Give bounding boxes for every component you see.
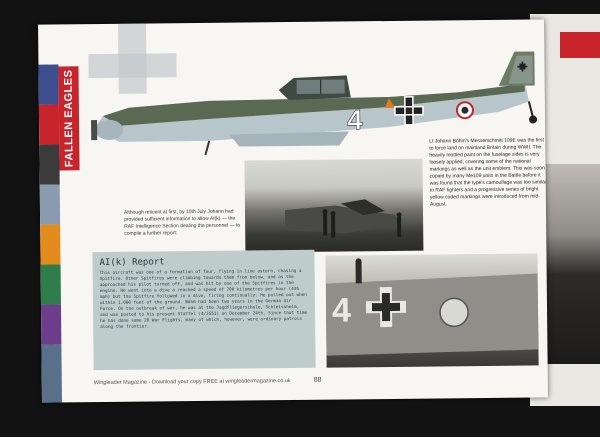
edge-tab-purple xyxy=(41,304,61,344)
edge-tab-dark xyxy=(39,144,59,184)
edge-tab-orange xyxy=(40,224,60,264)
report-title: AI(k) Report xyxy=(99,257,165,269)
edge-tab-grey-blue xyxy=(40,184,60,224)
intro-caption: Although reticent at first, by 10th July Johann had provided sufficient information to allow AI(k) — the RAF Intelligence Section dealing the personnel — to compile a further report: xyxy=(123,208,241,237)
profile-caption: Lt Johann Böhm's Messerschmitt 109E was the first to force land on mainland Britain during WWII. The heavily mottled paint on the fuselage sides is very loosely applied, covering some of the national markings as well as the unit emblem. This was soon copied by many Me109 units in the Battle before it was found that the type's camouflage was too similar to RAF fighters and a progressive series of bright yellow coded markings were introduced from mid-August. xyxy=(429,137,547,208)
section-label: FALLEN EAGLES xyxy=(62,69,76,168)
edge-tab-green xyxy=(41,264,61,304)
edge-tab-blue xyxy=(38,64,58,104)
facing-page-red-block xyxy=(560,32,600,58)
footer-text[interactable]: Wingleader Magazine - Download your copy FREE at wingleadermagazine.co.uk xyxy=(93,378,291,387)
edge-tab-red xyxy=(39,104,59,144)
section-tab xyxy=(58,66,79,170)
report-body: This aircraft was one of a formation of four, flying in line astern, chasing a Spitfire. Other Spitfires were climbing towards them from below, and as the approached his pilot turned off, and was hit by one of the Spitfires in the engine. He went into a dive a reached a speed of 700 kilometres per hour (435 mph) but the Spitfire followed in a dive, firing continually. He pulled out when within 1,000 feet of the ground. Böhm had been two years in the German Air Force. On the outbreak of war, he was at the Jagdfliegerschule, Schleissheim, and was posted to his present Staffel (4/JG51) on December 24th. Since that time he has done some 20 War Flights, many of which, however, were ordinary patrols along the frontier. xyxy=(99,268,308,331)
page-number: 88 xyxy=(313,376,322,384)
magazine-page xyxy=(38,19,548,402)
ai-k-report-box xyxy=(92,250,315,370)
aircraft-number: 4 xyxy=(346,104,363,136)
edge-tab-slate xyxy=(41,344,62,402)
fuselage-number: 4 xyxy=(331,291,352,330)
wreck-photo-fuselage xyxy=(325,253,538,367)
wreck-photo-soldiers xyxy=(244,159,423,253)
